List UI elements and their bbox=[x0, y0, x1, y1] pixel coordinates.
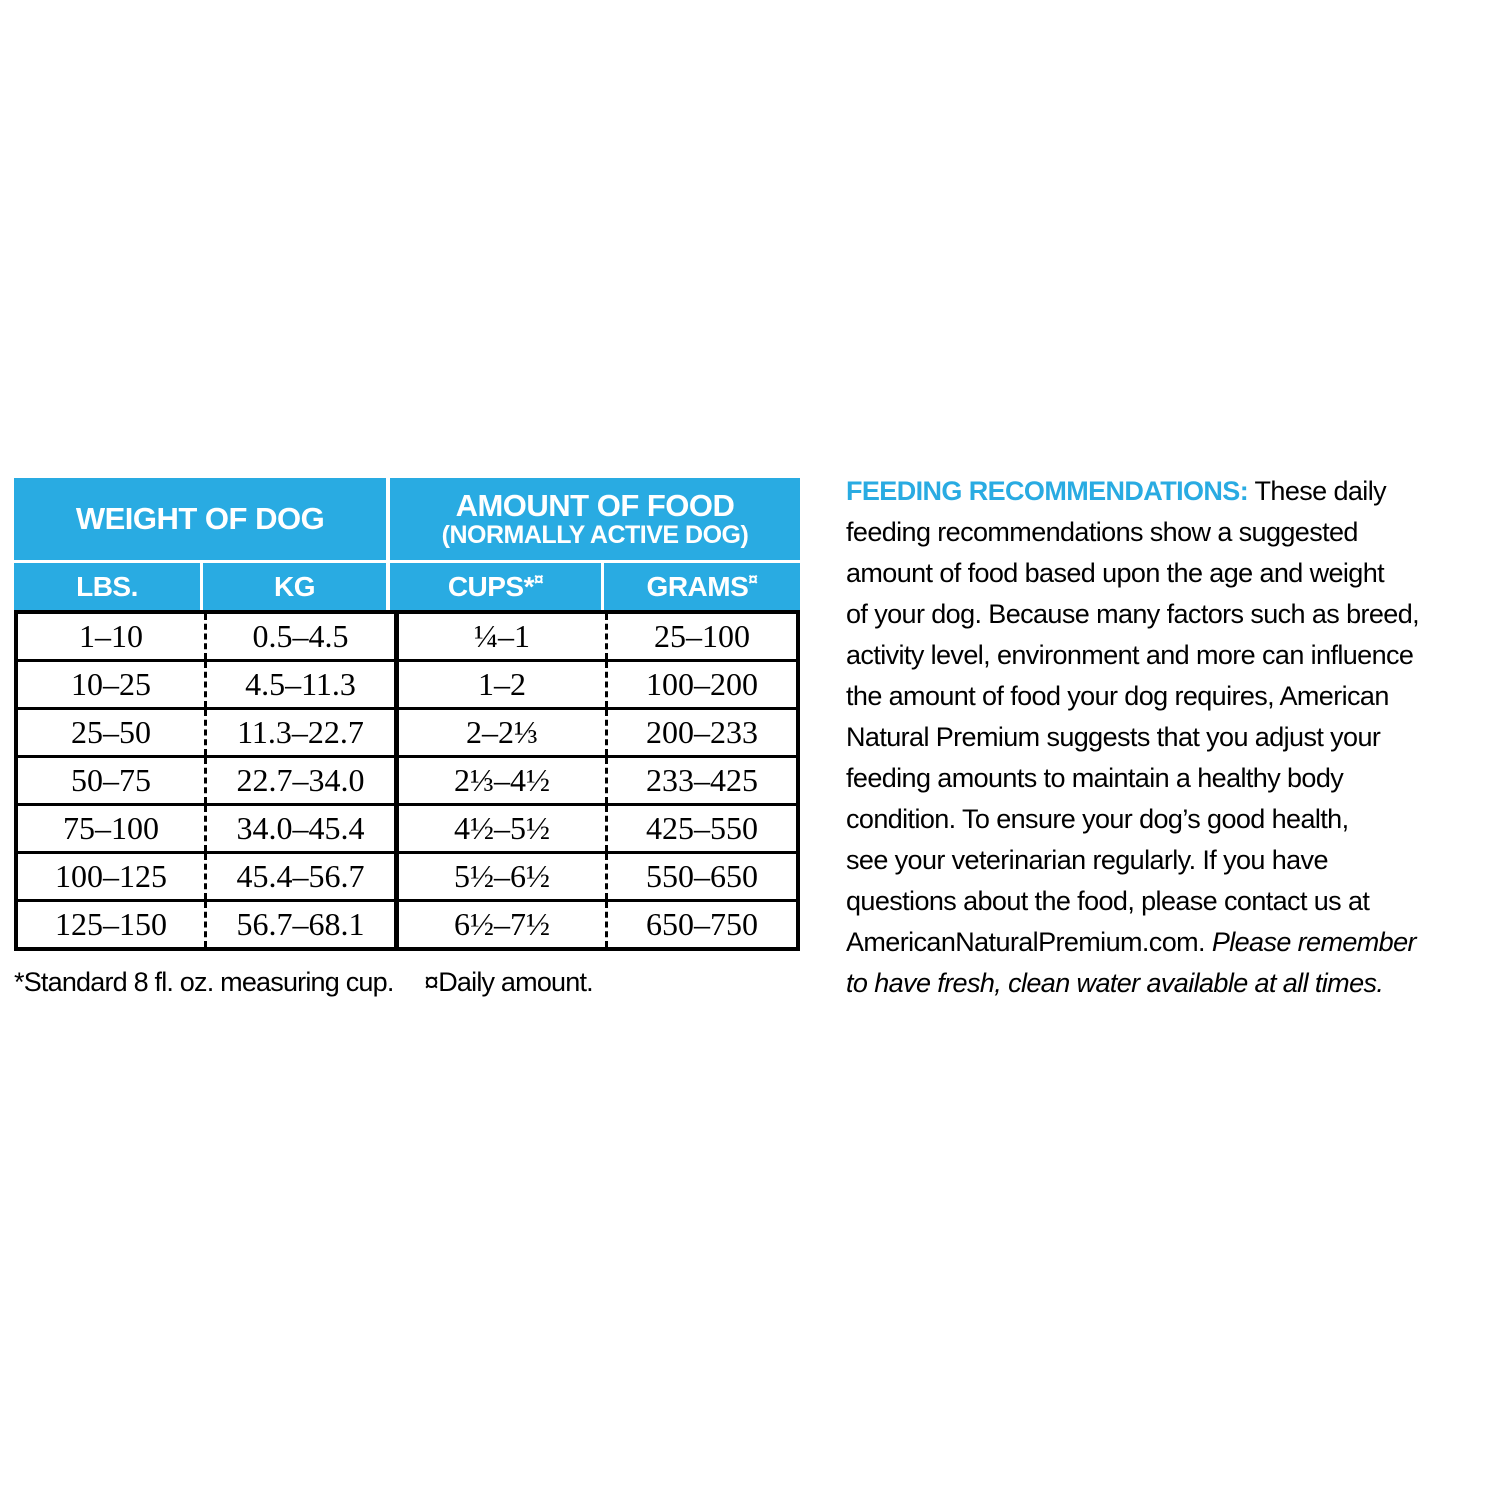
cell-kg: 11.3–22.7 bbox=[204, 710, 394, 755]
paragraph-line bbox=[846, 922, 1498, 963]
cell-grams: 550–650 bbox=[605, 854, 796, 899]
paragraph-line: of your dog. Because many factors such as breed, bbox=[846, 599, 1420, 629]
table-row bbox=[18, 899, 796, 947]
amount-title-line2: (NORMALLY ACTIVE DOG) bbox=[441, 521, 749, 550]
table-row bbox=[18, 755, 796, 803]
table-row bbox=[18, 803, 796, 851]
cell-cups: 5½–6½ bbox=[394, 854, 605, 899]
cell-lbs: 75–100 bbox=[63, 810, 159, 846]
cell-grams: 650–750 bbox=[605, 902, 796, 947]
col-header-cups: CUPS* ¤ bbox=[447, 568, 544, 602]
paragraph-line: activity level, environment and more can influence bbox=[846, 640, 1414, 670]
weight-subheader-row bbox=[14, 563, 386, 610]
col-header-cups-label: CUPS* bbox=[447, 570, 535, 602]
cell-cups: ¼–1 bbox=[394, 614, 605, 659]
table-header bbox=[14, 478, 800, 610]
cell-kg: 34.0–45.4 bbox=[204, 806, 394, 851]
cell-grams: 425–550 bbox=[605, 806, 796, 851]
paragraph-line: feeding amounts to maintain a healthy body bbox=[846, 763, 1344, 793]
table-row bbox=[18, 707, 796, 755]
table-row bbox=[18, 659, 796, 707]
paragraph-line: the amount of food your dog requires, American bbox=[846, 681, 1389, 711]
amount-of-food-title bbox=[390, 478, 800, 563]
paragraph-line: condition. To ensure your dog’s good health, bbox=[846, 804, 1349, 834]
table-body bbox=[14, 610, 800, 951]
cell-kg: 22.7–34.0 bbox=[204, 758, 394, 803]
weight-of-dog-section bbox=[14, 478, 390, 610]
table-row bbox=[18, 851, 796, 899]
col-header-grams: GRAMS ¤ bbox=[601, 563, 800, 610]
paragraph-line: questions about the food, please contact us at bbox=[846, 886, 1370, 916]
cell-kg: 56.7–68.1 bbox=[204, 902, 394, 947]
amount-of-food-section bbox=[390, 478, 800, 610]
cell-lbs: 1–10 bbox=[79, 618, 143, 654]
cell-cups: 2–2⅓ bbox=[394, 710, 605, 755]
cell-lbs: 125–150 bbox=[55, 906, 167, 942]
col-header-kg bbox=[200, 563, 386, 610]
feeding-recommendations-text bbox=[846, 471, 1498, 1004]
water-reminder-text: Please remember bbox=[1211, 927, 1416, 957]
amount-subheader-row bbox=[390, 563, 800, 610]
cell-lbs: 10–25 bbox=[71, 666, 151, 702]
feeding-table bbox=[14, 478, 800, 1001]
footnote-measuring-cup: *Standard 8 fl. oz. measuring cup. bbox=[14, 967, 394, 997]
cell-grams: 233–425 bbox=[605, 758, 796, 803]
col-header-grams-label: GRAMS bbox=[646, 570, 749, 602]
cell-grams: 200–233 bbox=[605, 710, 796, 755]
cell-cups: 4½–5½ bbox=[394, 806, 605, 851]
cell-grams: 100–200 bbox=[605, 662, 796, 707]
feeding-recommendations-heading: FEEDING RECOMMENDATIONS: bbox=[846, 476, 1249, 506]
cell-cups: 2⅓–4½ bbox=[394, 758, 605, 803]
paragraph-line: see your veterinarian regularly. If you have bbox=[846, 845, 1328, 875]
col-header-lbs bbox=[14, 563, 200, 610]
cell-kg: 45.4–56.7 bbox=[204, 854, 394, 899]
paragraph-line: Natural Premium suggests that you adjust your bbox=[846, 722, 1381, 752]
cell-cups: 1–2 bbox=[394, 662, 605, 707]
table-row bbox=[18, 614, 796, 659]
cell-grams: 25–100 bbox=[605, 614, 796, 659]
col-header-kg-label: KG bbox=[274, 570, 315, 602]
paragraph-line: amount of food based upon the age and weight bbox=[846, 558, 1385, 588]
amount-title-line1: AMOUNT OF FOOD bbox=[455, 487, 735, 523]
table-footnotes bbox=[14, 967, 800, 1001]
paragraph-line bbox=[846, 471, 1498, 512]
water-reminder-text: to have fresh, clean water available at all times. bbox=[846, 968, 1384, 998]
cell-kg: 4.5–11.3 bbox=[204, 662, 394, 707]
cell-lbs: 100–125 bbox=[55, 858, 167, 894]
cell-lbs: 25–50 bbox=[71, 714, 151, 750]
paragraph-line-text: These daily bbox=[1248, 476, 1386, 506]
weight-of-dog-title: WEIGHT OF DOG bbox=[14, 478, 386, 563]
website-text: AmericanNaturalPremium.com. bbox=[846, 927, 1212, 957]
cell-cups: 6½–7½ bbox=[394, 902, 605, 947]
paragraph-line: feeding recommendations show a suggested bbox=[846, 517, 1358, 547]
cell-lbs: 50–75 bbox=[71, 762, 151, 798]
col-header-lbs-label: LBS. bbox=[76, 570, 138, 602]
footnote-daily-amount: ¤Daily amount. bbox=[424, 967, 593, 997]
cell-kg: 0.5–4.5 bbox=[204, 614, 394, 659]
